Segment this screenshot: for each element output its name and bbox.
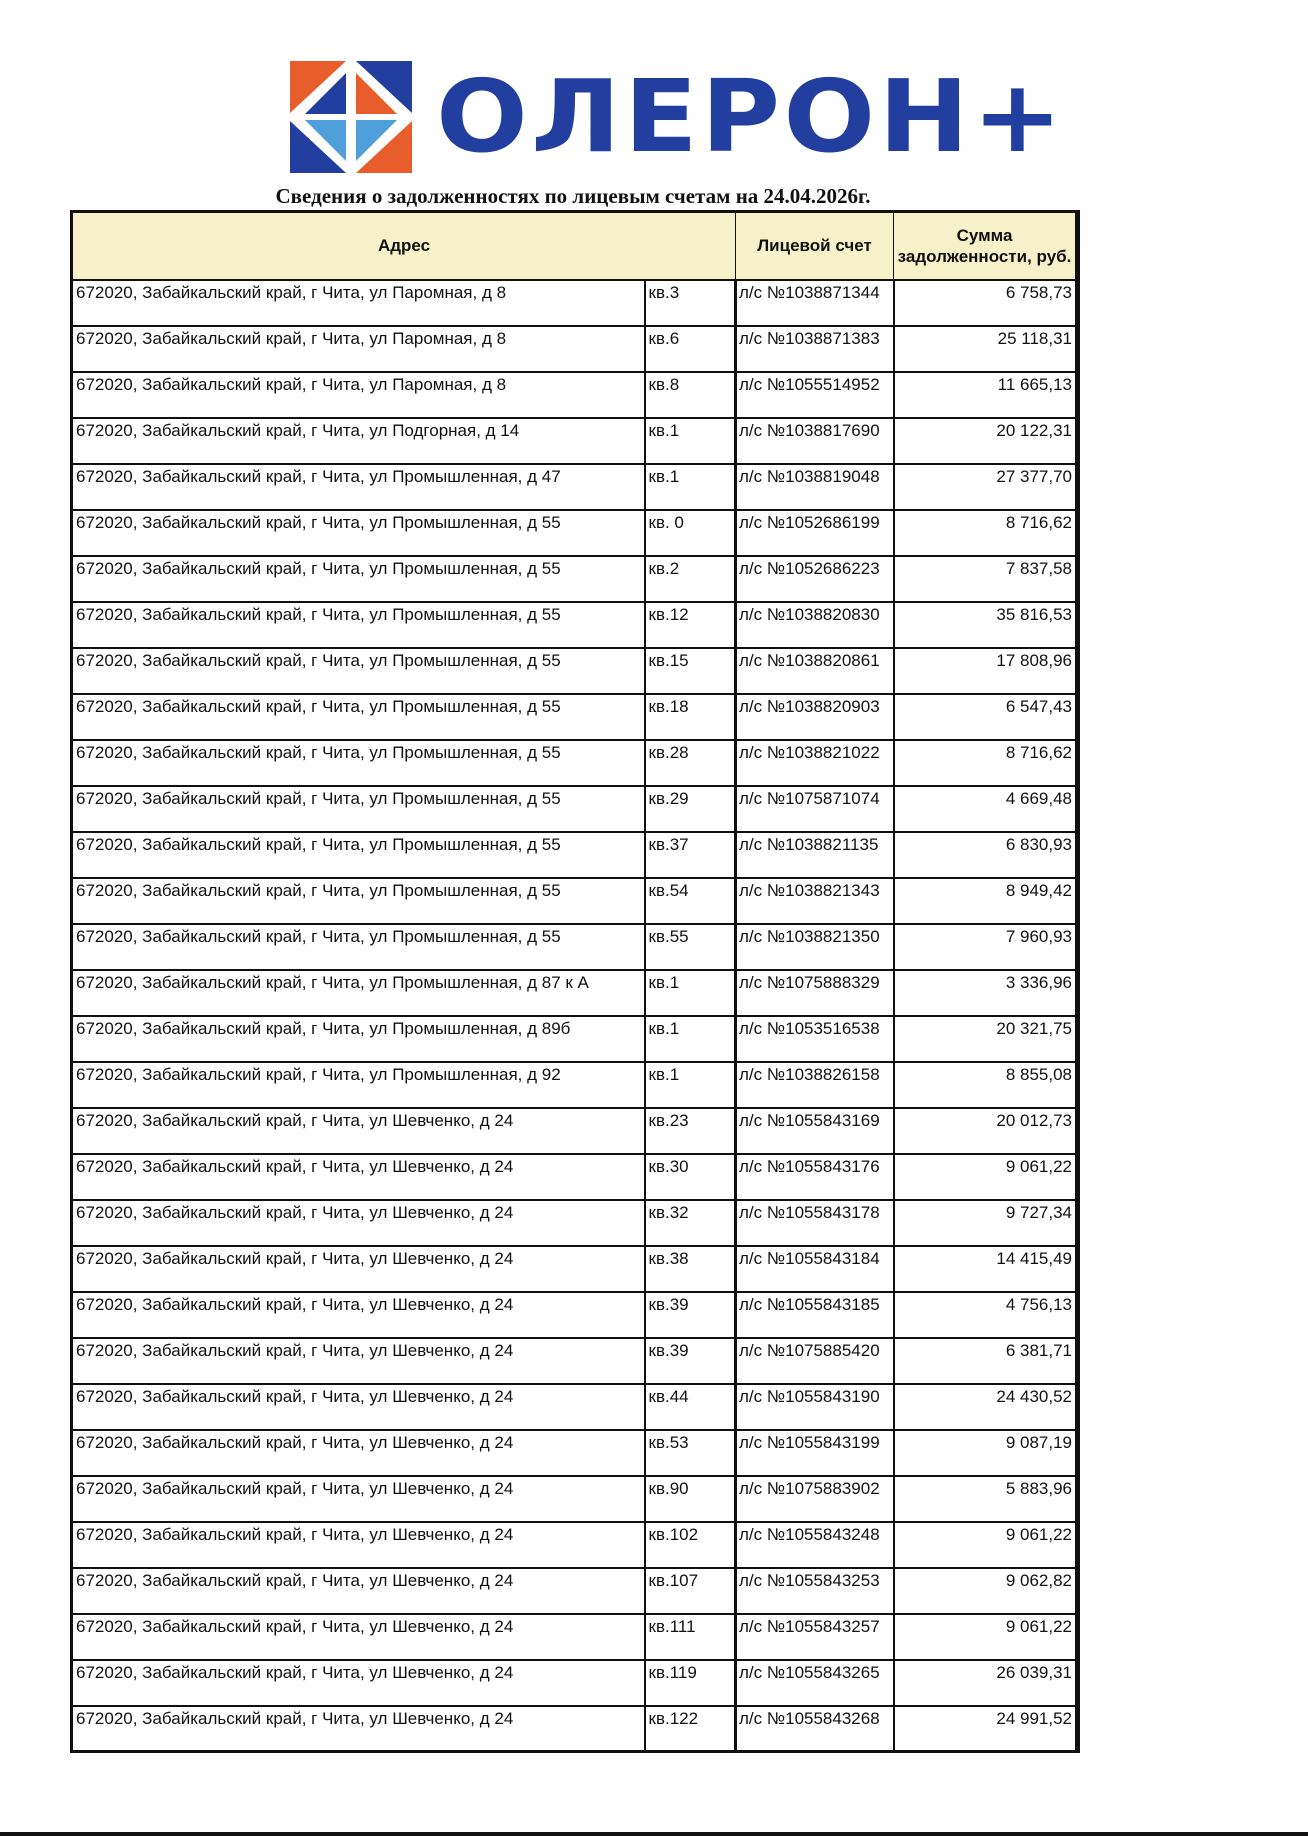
table-row [72,1246,1078,1292]
debt-sum-cell: 9 727,34 [894,1200,1078,1246]
page-bottom-divider [0,1832,1308,1836]
address-cell: 672020, Забайкальский край, г Чита, ул Подгорная, д 14 [72,418,645,464]
account-cell: л/с №1075883902 [736,1476,894,1522]
apartment-cell: кв.1 [645,1016,736,1062]
apartment-cell: кв.32 [645,1200,736,1246]
table-row [72,1200,1078,1246]
apartment-cell: кв.53 [645,1430,736,1476]
apartment-cell: кв.18 [645,694,736,740]
account-cell: л/с №1055843268 [736,1706,894,1752]
apartment-cell: кв.39 [645,1292,736,1338]
account-cell: л/с №1038817690 [736,418,894,464]
address-cell: 672020, Забайкальский край, г Чита, ул Шевченко, д 24 [72,1522,645,1568]
debt-sum-cell: 7 960,93 [894,924,1078,970]
apartment-cell: кв.1 [645,970,736,1016]
account-cell: л/с №1075888329 [736,970,894,1016]
account-cell: л/с №1055843169 [736,1108,894,1154]
apartment-cell: кв.90 [645,1476,736,1522]
account-cell: л/с №1038871383 [736,326,894,372]
debt-sum-cell: 4 756,13 [894,1292,1078,1338]
address-cell: 672020, Забайкальский край, г Чита, ул Шевченко, д 24 [72,1476,645,1522]
debt-sum-cell: 4 669,48 [894,786,1078,832]
account-cell: л/с №1052686199 [736,510,894,556]
debt-sum-cell: 6 547,43 [894,694,1078,740]
account-cell: л/с №1052686223 [736,556,894,602]
apartment-cell: кв.29 [645,786,736,832]
address-cell: 672020, Забайкальский край, г Чита, ул Промышленная, д 55 [72,878,645,924]
address-cell: 672020, Забайкальский край, г Чита, ул Шевченко, д 24 [72,1660,645,1706]
address-cell: 672020, Забайкальский край, г Чита, ул Шевченко, д 24 [72,1430,645,1476]
table-row [72,1016,1078,1062]
table-row [72,1522,1078,1568]
debt-sum-cell: 8 855,08 [894,1062,1078,1108]
debt-sum-cell: 9 061,22 [894,1154,1078,1200]
apartment-cell: кв.1 [645,464,736,510]
debt-sum-cell: 24 430,52 [894,1384,1078,1430]
apartment-cell: кв.8 [645,372,736,418]
table-row [72,1614,1078,1660]
debt-sum-cell: 9 061,22 [894,1522,1078,1568]
account-cell: л/с №1038820861 [736,648,894,694]
address-cell: 672020, Забайкальский край, г Чита, ул Шевченко, д 24 [72,1154,645,1200]
debt-sum-cell: 5 883,96 [894,1476,1078,1522]
table-row [72,694,1078,740]
address-cell: 672020, Забайкальский край, г Чита, ул Промышленная, д 87 к А [72,970,645,1016]
debt-sum-cell: 20 012,73 [894,1108,1078,1154]
table-row [72,786,1078,832]
apartment-cell: кв.6 [645,326,736,372]
apartment-cell: кв.119 [645,1660,736,1706]
account-cell: л/с №1055843178 [736,1200,894,1246]
apartment-cell: кв.3 [645,280,736,326]
account-cell: л/с №1055843184 [736,1246,894,1292]
address-cell: 672020, Забайкальский край, г Чита, ул Паромная, д 8 [72,372,645,418]
apartment-cell: кв.23 [645,1108,736,1154]
debt-sum-cell: 27 377,70 [894,464,1078,510]
table-row [72,418,1078,464]
apartment-cell: кв. 0 [645,510,736,556]
debt-sum-cell: 6 830,93 [894,832,1078,878]
table-row [72,1384,1078,1430]
address-cell: 672020, Забайкальский край, г Чита, ул Шевченко, д 24 [72,1706,645,1752]
document-title: Сведения о задолженностях по лицевым счетам на 24.04.2026г. [275,184,871,208]
table-row [72,970,1078,1016]
debt-sum-cell: 6 381,71 [894,1338,1078,1384]
table-row [72,556,1078,602]
table-row [72,878,1078,924]
logo-wordmark: ОЛЕРОН+ [436,58,1066,175]
apartment-cell: кв.38 [645,1246,736,1292]
column-header-address: Адрес [72,212,736,280]
account-cell: л/с №1038820903 [736,694,894,740]
address-cell: 672020, Забайкальский край, г Чита, ул Шевченко, д 24 [72,1614,645,1660]
debt-sum-cell: 3 336,96 [894,970,1078,1016]
address-cell: 672020, Забайкальский край, г Чита, ул Промышленная, д 55 [72,740,645,786]
address-cell: 672020, Забайкальский край, г Чита, ул Промышленная, д 55 [72,602,645,648]
debt-sum-cell: 20 321,75 [894,1016,1078,1062]
debt-sum-cell: 17 808,96 [894,648,1078,694]
debt-sum-cell: 7 837,58 [894,556,1078,602]
address-cell: 672020, Забайкальский край, г Чита, ул Шевченко, д 24 [72,1568,645,1614]
table-row [72,832,1078,878]
account-cell: л/с №1038819048 [736,464,894,510]
address-cell: 672020, Забайкальский край, г Чита, ул Паромная, д 8 [72,280,645,326]
table-row [72,648,1078,694]
debt-sum-cell: 20 122,31 [894,418,1078,464]
account-cell: л/с №1038871344 [736,280,894,326]
address-cell: 672020, Забайкальский край, г Чита, ул Шевченко, д 24 [72,1108,645,1154]
debt-sum-cell: 8 716,62 [894,510,1078,556]
account-cell: л/с №1055514952 [736,372,894,418]
table-row [72,510,1078,556]
apartment-cell: кв.28 [645,740,736,786]
apartment-cell: кв.44 [645,1384,736,1430]
table-row [72,372,1078,418]
column-header-account: Лицевой счет [736,212,894,280]
apartment-cell: кв.111 [645,1614,736,1660]
debt-sum-cell: 11 665,13 [894,372,1078,418]
table-row [72,1430,1078,1476]
debt-sum-cell: 6 758,73 [894,280,1078,326]
address-cell: 672020, Забайкальский край, г Чита, ул Промышленная, д 55 [72,786,645,832]
address-cell: 672020, Забайкальский край, г Чита, ул Промышленная, д 92 [72,1062,645,1108]
account-cell: л/с №1075871074 [736,786,894,832]
table-row [72,1476,1078,1522]
debts-table [70,210,1080,1753]
account-cell: л/с №1055843190 [736,1384,894,1430]
account-cell: л/с №1038820830 [736,602,894,648]
account-cell: л/с №1038826158 [736,1062,894,1108]
table-row [72,1154,1078,1200]
table-row [72,280,1078,326]
table-row [72,1660,1078,1706]
column-header-sum: Сумма задолженности, руб. [894,212,1078,280]
address-cell: 672020, Забайкальский край, г Чита, ул Промышленная, д 55 [72,648,645,694]
apartment-cell: кв.1 [645,1062,736,1108]
debt-sum-cell: 26 039,31 [894,1660,1078,1706]
address-cell: 672020, Забайкальский край, г Чита, ул Промышленная, д 55 [72,510,645,556]
table-row [72,602,1078,648]
debt-sum-cell: 14 415,49 [894,1246,1078,1292]
debt-sum-cell: 25 118,31 [894,326,1078,372]
account-cell: л/с №1053516538 [736,1016,894,1062]
table-row [72,740,1078,786]
apartment-cell: кв.30 [645,1154,736,1200]
address-cell: 672020, Забайкальский край, г Чита, ул Промышленная, д 55 [72,556,645,602]
debt-sum-cell: 8 716,62 [894,740,1078,786]
account-cell: л/с №1038821350 [736,924,894,970]
address-cell: 672020, Забайкальский край, г Чита, ул Промышленная, д 55 [72,694,645,740]
apartment-cell: кв.1 [645,418,736,464]
account-cell: л/с №1075885420 [736,1338,894,1384]
table-body [72,280,1078,1752]
table-row [72,464,1078,510]
address-cell: 672020, Забайкальский край, г Чита, ул Промышленная, д 55 [72,832,645,878]
account-cell: л/с №1055843253 [736,1568,894,1614]
table-row [72,326,1078,372]
address-cell: 672020, Забайкальский край, г Чита, ул Паромная, д 8 [72,326,645,372]
address-cell: 672020, Забайкальский край, г Чита, ул Шевченко, д 24 [72,1292,645,1338]
account-cell: л/с №1055843257 [736,1614,894,1660]
debt-sum-cell: 24 991,52 [894,1706,1078,1752]
apartment-cell: кв.55 [645,924,736,970]
account-cell: л/с №1055843248 [736,1522,894,1568]
apartment-cell: кв.102 [645,1522,736,1568]
table-row [72,1706,1078,1752]
apartment-cell: кв.54 [645,878,736,924]
address-cell: 672020, Забайкальский край, г Чита, ул Шевченко, д 24 [72,1338,645,1384]
address-cell: 672020, Забайкальский край, г Чита, ул Промышленная, д 89б [72,1016,645,1062]
debt-sum-cell: 9 087,19 [894,1430,1078,1476]
debt-sum-cell: 35 816,53 [894,602,1078,648]
apartment-cell: кв.37 [645,832,736,878]
debt-sum-cell: 9 061,22 [894,1614,1078,1660]
apartment-cell: кв.12 [645,602,736,648]
apartment-cell: кв.122 [645,1706,736,1752]
apartment-cell: кв.39 [645,1338,736,1384]
address-cell: 672020, Забайкальский край, г Чита, ул Шевченко, д 24 [72,1200,645,1246]
account-cell: л/с №1055843199 [736,1430,894,1476]
table-row [72,1338,1078,1384]
table-row [72,924,1078,970]
table-row [72,1292,1078,1338]
table-row [72,1108,1078,1154]
account-cell: л/с №1055843176 [736,1154,894,1200]
address-cell: 672020, Забайкальский край, г Чита, ул Промышленная, д 47 [72,464,645,510]
debt-sum-cell: 8 949,42 [894,878,1078,924]
table-row [72,1062,1078,1108]
apartment-cell: кв.2 [645,556,736,602]
apartment-cell: кв.107 [645,1568,736,1614]
address-cell: 672020, Забайкальский край, г Чита, ул Промышленная, д 55 [72,924,645,970]
address-cell: 672020, Забайкальский край, г Чита, ул Шевченко, д 24 [72,1246,645,1292]
account-cell: л/с №1055843265 [736,1660,894,1706]
address-cell: 672020, Забайкальский край, г Чита, ул Шевченко, д 24 [72,1384,645,1430]
account-cell: л/с №1038821135 [736,832,894,878]
table-row [72,1568,1078,1614]
account-cell: л/с №1038821343 [736,878,894,924]
account-cell: л/с №1038821022 [736,740,894,786]
account-cell: л/с №1055843185 [736,1292,894,1338]
table-header-row [72,212,1078,280]
debt-sum-cell: 9 062,82 [894,1568,1078,1614]
apartment-cell: кв.15 [645,648,736,694]
logo-mark-icon [290,61,412,173]
